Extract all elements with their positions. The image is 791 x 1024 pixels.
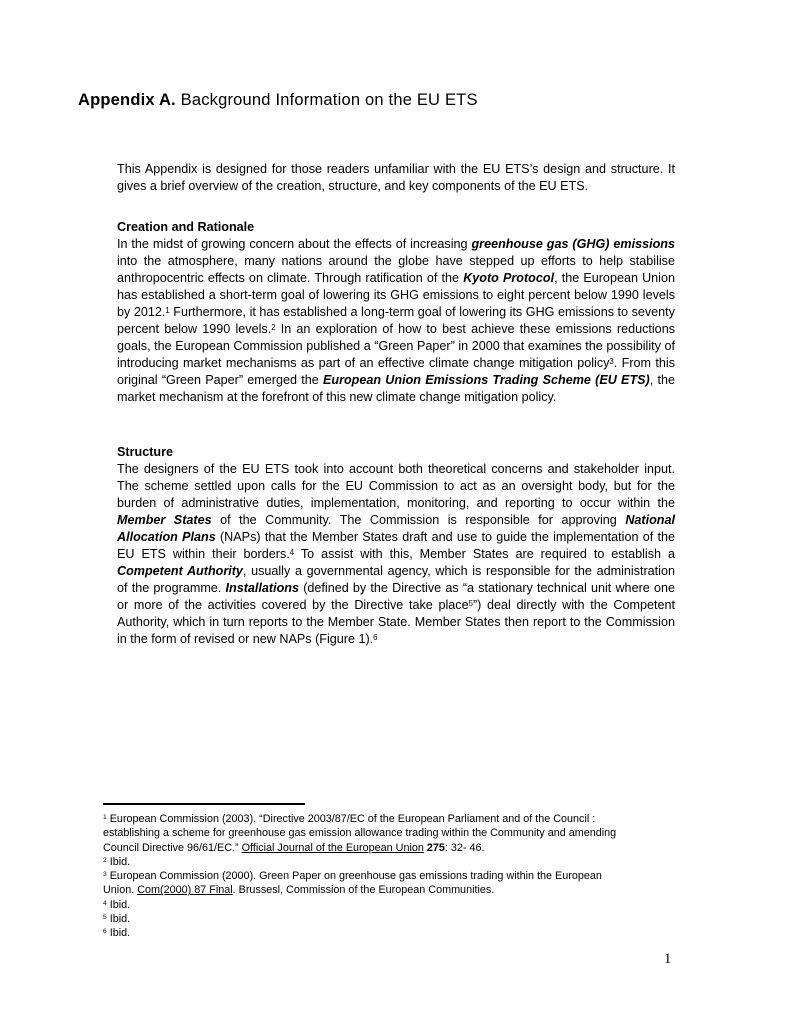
section-heading: Structure (117, 445, 173, 459)
page-title-label: Appendix A. (78, 91, 176, 109)
footnote-5: $^5$ Ibid. (103, 913, 131, 926)
footnote-4: $^4$ Ibid. (103, 898, 131, 911)
footnote-6: $^6$ Ibid. (103, 927, 131, 940)
section-heading: Creation and Rationale (117, 220, 255, 234)
section-structure (117, 444, 675, 648)
page-title (78, 91, 478, 110)
page-title-text: Background Information on the EU ETS (175, 91, 478, 109)
footnote-3: $^3$ European Commission (2000). Green Paper on greenhouse gas emissions trading within the European Union. Com(2000) 87 Final. Brussesl, Commission of the European Communities. (103, 870, 602, 897)
footnote-separator (103, 803, 305, 805)
section-creation-and-rationale (117, 219, 675, 406)
section-paragraph: In the midst of growing concern about the effects of increasing greenhouse gas (GHG) emissions into the atmosphere, many nations around the globe have stepped up efforts to help stabilise anthropocentric effects on climate. Through ratification of the Kyoto Protocol, the European Union has established a short-term goal of lowering its GHG emissions to eight percent below 1990 levels by 2012.$^1$ Furthermore, it has established a long-term goal of lowering its GHG emissions to seventy percent below 1990 levels.$^2$ In an exploration of how to best achieve these emissions reductions goals, the European Commission published a “Green Paper” in 2000 that examines the possibility of introducing market mechanisms as part of an effective climate change mitigation policy$^3$. From this original “Green Paper” emerged the European Union Emissions Trading Scheme (EU ETS), the market mechanism at the forefront of this new climate change mitigation policy. (117, 237, 675, 404)
footnote-area (103, 803, 630, 941)
intro-paragraph: This Appendix is designed for those readers unfamiliar with the EU ETS’s design and structure. It gives a brief overview of the creation, structure, and key components of the EU ETS. (117, 162, 675, 193)
footnote-2: $^2$ Ibid. (103, 855, 131, 868)
section-paragraph: The designers of the EU ETS took into account both theoretical concerns and stakeholder input. The scheme settled upon calls for the EU Commission to act as an oversight body, but for the burden of administrative duties, implementation, monitoring, and reporting to occur within the Member States of the Community. The Commission is responsible for approving National Allocation Plans (NAPs) that the Member States draft and use to guide the implementation of the EU ETS within their borders.$^4$ To assist with this, Member States are required to establish a Competent Authority, usually a governmental agency, which is responsible for the administration of the programme. Installations (defined by the Directive as “a stationary technical unit where one or more of the activities covered by the Directive take place$^5$”) deal directly with the Competent Authority, which in turn reports to the Member State. Member States then report to the Commission in the form of revised or new NAPs (Figure 1).$^6$ (117, 462, 675, 646)
footnote-1: $^1$ European Commission (2003). “Directive 2003/87/EC of the European Parliament and of the Council : establishing a scheme for greenhouse gas emission allowance trading within the Community and amending Council Directive 96/61/EC.” Official Journal of the European Union 275: 32- 46. (103, 813, 617, 854)
page-number: 1 (664, 951, 672, 967)
